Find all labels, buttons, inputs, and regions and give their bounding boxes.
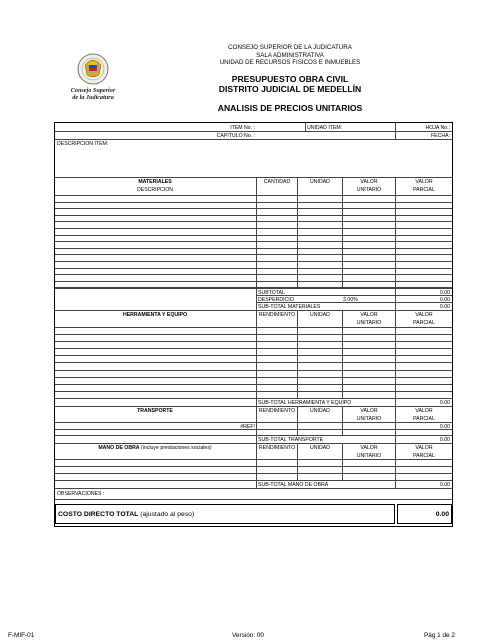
grid-line bbox=[55, 406, 452, 407]
transporte-unitario-header: UNITARIO bbox=[356, 416, 382, 422]
desperdicio-value: 0.00 bbox=[439, 297, 450, 303]
subtotal-herramienta-label: SUB-TOTAL HERRAMIENTA Y EQUIPO bbox=[258, 400, 352, 406]
subtotal-label: SUBTOTAL bbox=[258, 290, 285, 296]
mano-obra-unidad-header: UNIDAD bbox=[310, 445, 330, 451]
grid-line bbox=[55, 429, 452, 430]
observaciones-label: OBSERVACIONES : bbox=[57, 491, 105, 497]
materiales-unitario-header: UNITARIO bbox=[356, 187, 382, 193]
org-line-1: CONSEJO SUPERIOR DE LA JUDICATURA bbox=[228, 44, 352, 51]
title-line-2: DISTRITO JUDICIAL DE MEDELLÍN bbox=[218, 84, 362, 94]
grid-line bbox=[55, 466, 452, 467]
grid-line bbox=[55, 370, 452, 371]
grid-line bbox=[256, 310, 257, 398]
logo-text-1: Consejo Superior bbox=[70, 87, 116, 94]
grid-line bbox=[55, 195, 452, 196]
materiales-parcial-header: PARCIAL bbox=[413, 187, 435, 193]
subtotal-materiales-label: SUB-TOTAL MATERIALES bbox=[258, 304, 321, 310]
costo-directo-label bbox=[58, 511, 194, 518]
grid-line bbox=[256, 302, 452, 303]
subtotal-transporte-label: SUB-TOTAL TRANSPORTE bbox=[258, 437, 324, 443]
grid-line bbox=[297, 406, 298, 435]
desperdicio-label: DESPERDICIO bbox=[258, 297, 294, 303]
document-subtitle: ANALISIS DE PRECIOS UNITARIOS bbox=[217, 103, 363, 113]
grid-line bbox=[55, 422, 452, 423]
grid-line bbox=[256, 398, 257, 406]
grid-line bbox=[55, 488, 452, 489]
org-line-3: UNIDAD DE RECURSOS FISICOS E INMUEBLES bbox=[219, 59, 361, 67]
grid-line bbox=[55, 384, 452, 385]
grid-line bbox=[55, 341, 452, 342]
herramienta-rendimiento-header: RENDIMIENTO bbox=[258, 312, 296, 318]
transporte-heading: TRANSPORTE bbox=[137, 408, 173, 414]
grid-line bbox=[55, 362, 452, 363]
grid-line bbox=[55, 377, 452, 378]
grid-line bbox=[395, 177, 396, 288]
grid-line bbox=[55, 398, 452, 399]
form-code: F-MIF-01 bbox=[8, 632, 35, 639]
grid-line bbox=[55, 288, 452, 289]
grid-line bbox=[256, 443, 257, 480]
grid-line bbox=[55, 202, 452, 203]
grid-line bbox=[55, 208, 452, 209]
mano-obra-unitario-header: UNITARIO bbox=[356, 453, 382, 459]
subtotal-transporte-value: 0.00 bbox=[439, 437, 450, 443]
grid-line bbox=[342, 406, 343, 435]
grid-line bbox=[55, 391, 452, 392]
org-line-2: SALA ADMINISTRATIVA bbox=[256, 51, 324, 59]
mano-obra-valor-header: VALOR bbox=[360, 445, 378, 451]
grid-line bbox=[256, 406, 257, 435]
transporte-rendimiento-header: RENDIMIENTO bbox=[258, 408, 296, 414]
grid-line bbox=[55, 228, 452, 229]
grid-line bbox=[55, 254, 452, 255]
page-number: Pág 1 de 2 bbox=[424, 632, 455, 639]
title-line-1: PRESUPUESTO OBRA CIVIL bbox=[231, 74, 349, 84]
grid-line bbox=[55, 334, 452, 335]
grid-line bbox=[55, 355, 452, 356]
mano-obra-heading bbox=[55, 445, 255, 451]
judicatura-seal-logo bbox=[63, 49, 123, 103]
descripcion-item-label: DESCRIPCION ITEM: bbox=[57, 141, 109, 147]
transporte-valor-parcial-header: VALOR bbox=[415, 408, 433, 414]
mano-obra-heading-note: (incluye prestaciones sociales) bbox=[139, 445, 212, 451]
costo-directo-value: 0.00 bbox=[435, 511, 449, 518]
grid-line bbox=[256, 480, 257, 488]
grid-line bbox=[342, 177, 343, 288]
grid-line bbox=[395, 443, 396, 480]
grid-line bbox=[297, 310, 298, 398]
grid-line bbox=[55, 235, 452, 236]
herramienta-parcial-header: PARCIAL bbox=[413, 320, 435, 326]
materiales-heading: MATERIALES bbox=[138, 179, 172, 185]
grid-line bbox=[55, 459, 452, 460]
costo-directo-value-cell bbox=[397, 504, 452, 524]
grid-line bbox=[256, 177, 257, 288]
grid-line bbox=[395, 310, 396, 398]
materiales-unidad-header: UNIDAD bbox=[310, 179, 330, 185]
grid-line bbox=[342, 443, 343, 480]
grid-line bbox=[55, 443, 452, 444]
grid-line bbox=[256, 295, 452, 296]
grid-line bbox=[342, 310, 343, 398]
grid-line bbox=[256, 288, 257, 310]
mano-obra-heading-bold: MANO DE OBRA bbox=[98, 445, 140, 451]
logo-text-2: de la Judicatura bbox=[72, 94, 114, 101]
materiales-valor-parcial-header: VALOR bbox=[415, 179, 433, 185]
desperdicio-percent: 3.00% bbox=[343, 297, 358, 303]
herramienta-valor-parcial-header: VALOR bbox=[415, 312, 433, 318]
grid-line bbox=[55, 327, 452, 328]
herramienta-heading: HERRAMIENTA Y EQUIPO bbox=[122, 312, 188, 318]
grid-line bbox=[395, 480, 396, 488]
grid-line bbox=[297, 443, 298, 480]
subtotal-mano-obra-label: SUB-TOTAL MANO DE OBRA bbox=[258, 482, 329, 488]
grid-line bbox=[395, 406, 396, 435]
transporte-unidad-header: UNIDAD bbox=[310, 408, 330, 414]
grid-line bbox=[55, 261, 452, 262]
grid-line bbox=[395, 288, 396, 310]
costo-directo-label-cell bbox=[55, 504, 395, 524]
herramienta-valor-header: VALOR bbox=[360, 312, 378, 318]
grid-line bbox=[55, 241, 452, 242]
mano-obra-rendimiento-header: RENDIMIENTO bbox=[258, 445, 296, 451]
grid-line bbox=[55, 215, 452, 216]
price-analysis-form bbox=[54, 122, 453, 527]
grid-line bbox=[297, 177, 298, 288]
transporte-parcial-header: PARCIAL bbox=[413, 416, 435, 422]
grid-line bbox=[55, 268, 452, 269]
grid-line bbox=[55, 281, 452, 282]
grid-line bbox=[395, 398, 396, 406]
transporte-ref-value: 0.00 bbox=[439, 424, 450, 430]
costo-directo-label-bold: COSTO DIRECTO TOTAL bbox=[58, 511, 139, 518]
grid-line bbox=[55, 348, 452, 349]
grid-line bbox=[55, 435, 452, 436]
organization-header bbox=[150, 44, 430, 67]
unidad-item-label: UNIDAD ITEM: bbox=[307, 125, 343, 131]
mano-obra-parcial-header: PARCIAL bbox=[413, 453, 435, 459]
costo-directo-label-note: (ajustado al peso) bbox=[138, 511, 195, 518]
materiales-descripcion-header: DESCRIPCION bbox=[136, 187, 174, 193]
subtotal-herramienta-value: 0.00 bbox=[439, 400, 450, 406]
materiales-valor-header: VALOR bbox=[360, 179, 378, 185]
grid-line bbox=[55, 248, 452, 249]
form-version: Versión: 00 bbox=[232, 632, 264, 639]
grid-line bbox=[256, 435, 257, 443]
item-no-label: ITEM No. : bbox=[230, 125, 255, 131]
grid-line bbox=[55, 310, 452, 311]
grid-line bbox=[55, 480, 452, 481]
materiales-cantidad-header: CANTIDAD bbox=[263, 179, 291, 185]
subtotal-mano-obra-value: 0.00 bbox=[439, 482, 450, 488]
grid-line bbox=[55, 221, 452, 222]
subtotal-value: 0.00 bbox=[439, 290, 450, 296]
transporte-ref-label: #REF! bbox=[240, 424, 255, 430]
document-title bbox=[150, 74, 430, 94]
transporte-valor-header: VALOR bbox=[360, 408, 378, 414]
grid-line bbox=[55, 499, 452, 500]
grid-line bbox=[395, 435, 396, 443]
mano-obra-valor-parcial-header: VALOR bbox=[415, 445, 433, 451]
capitulo-no-label: CAPITULO No. : bbox=[216, 133, 255, 139]
subtotal-materiales-value: 0.00 bbox=[439, 304, 450, 310]
herramienta-unitario-header: UNITARIO bbox=[356, 320, 382, 326]
hoja-no-label: HOJA No.: bbox=[425, 125, 450, 131]
fecha-label: FECHA: bbox=[430, 133, 450, 139]
grid-line bbox=[55, 274, 452, 275]
grid-line bbox=[55, 473, 452, 474]
herramienta-unidad-header: UNIDAD bbox=[310, 312, 330, 318]
